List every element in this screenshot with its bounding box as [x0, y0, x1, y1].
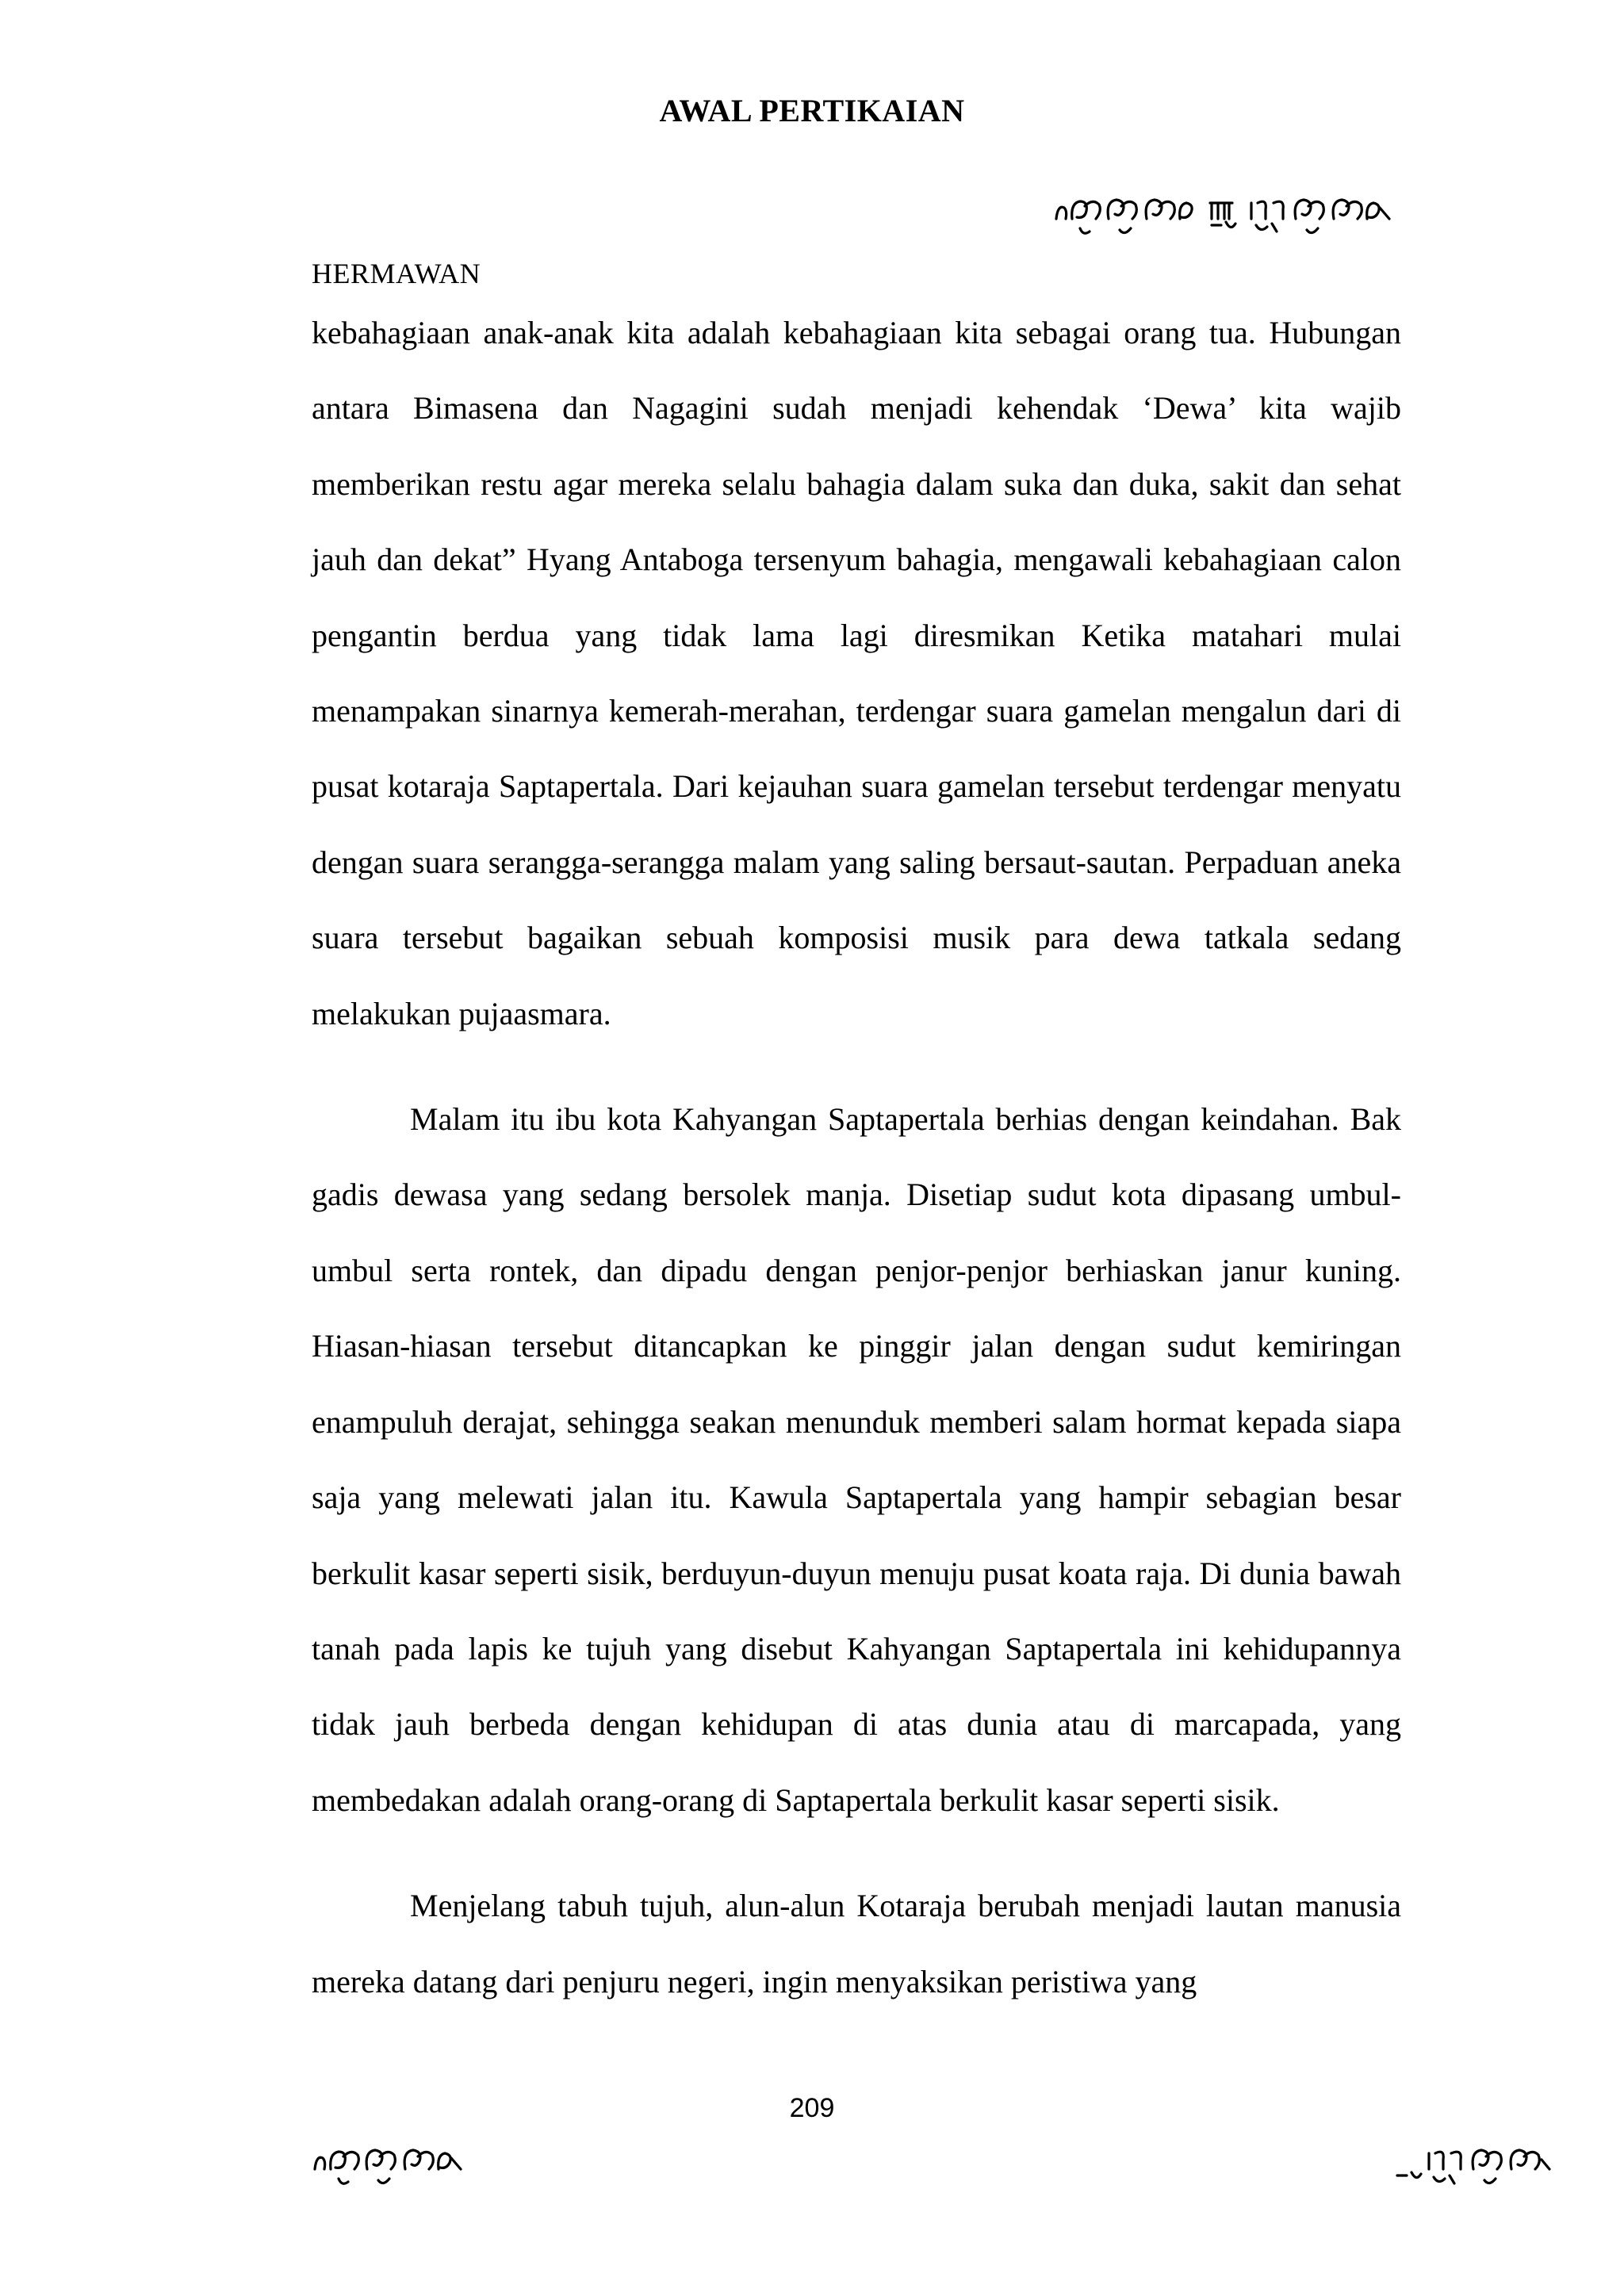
page-number: 209	[789, 2093, 835, 2123]
header-javanese-script-icon	[1053, 187, 1402, 251]
javanese-script-icon	[312, 2137, 486, 2193]
footer-left-javanese-script-icon	[312, 2137, 486, 2202]
author-name: HERMAWAN	[312, 258, 481, 289]
javanese-script-icon	[1394, 2137, 1553, 2193]
page-title: AWAL PERTIKAIAN	[659, 93, 965, 128]
footer-right-javanese-script-icon	[1394, 2137, 1553, 2202]
paragraph-1: kebahagiaan anak-anak kita adalah kebahagiaan kita sebagai orang tua. Hubungan antara Bimasena dan Nagagini sudah menjadi kehendak ‘Dewa’ kita wajib memberikan restu agar mereka selalu bahagia dalam suka dan duka, sakit dan sehat jauh dan dekat” Hyang Antaboga tersenyum bahagia, mengawali kebahagiaan calon pengantin berdua yang tidak lama lagi diresmikan Ketika matahari mulai menampakan sinarnya kemerah-merahan, terdengar suara gamelan mengalun dari di pusat kotaraja Saptapertala. Dari kejauhan suara gamelan tersebut terdengar menyatu dengan suara serangga-serangga malam yang saling bersaut-sautan. Perpaduan aneka suara tersebut bagaikan sebuah komposisi musik para dewa tatkala sedang melakukan pujaasmara.	[312, 315, 1401, 1031]
paragraph-3: Menjelang tabuh tujuh, alun-alun Kotaraja berubah menjadi lautan manusia mereka datang dari penjuru negeri, ingin menyaksikan peristiwa yang	[312, 1888, 1401, 1999]
javanese-script-icon	[1053, 187, 1402, 243]
paragraph-2: Malam itu ibu kota Kahyangan Saptapertala berhias dengan keindahan. Bak gadis dewasa yang sedang bersolek manja. Disetiap sudut kota dipasang umbul-umbul serta rontek, dan dipadu dengan penjor-penjor berhiaskan janur kuning. Hiasan-hiasan tersebut ditancapkan ke pinggir jalan dengan sudut kemiringan enampuluh derajat, sehingga seakan menunduk memberi salam hormat kepada siapa saja yang melewati jalan itu. Kawula Saptapertala yang hampir sebagian besar berkulit kasar seperti sisik, berduyun-duyun menuju pusat koata raja. Di dunia bawah tanah pada lapis ke tujuh yang disebut Kahyangan Saptapertala ini kehidupannya tidak jauh berbeda dengan kehidupan di atas dunia atau di marcapada, yang membedakan adalah orang-orang di Saptapertala berkulit kasar seperti sisik.	[312, 1101, 1401, 1818]
body-text	[312, 295, 1401, 2019]
